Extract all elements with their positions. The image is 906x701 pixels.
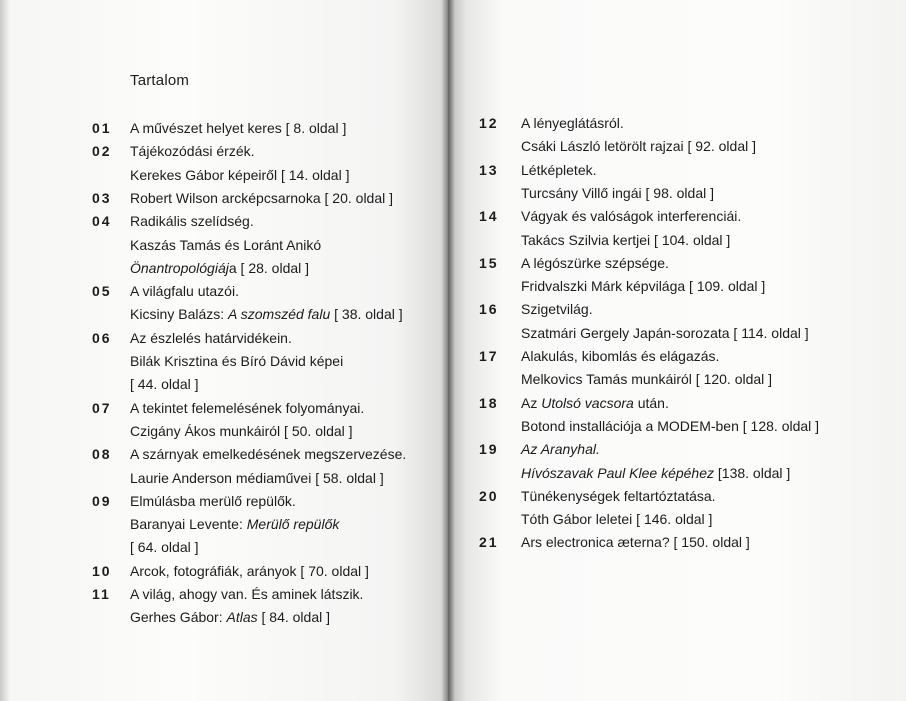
entry-number: 14 [479, 208, 499, 225]
entry-line [521, 298, 593, 320]
entry-text: A légószürke szépsége. [521, 254, 669, 271]
entry-line [130, 210, 254, 232]
entry-text: Robert Wilson arcképcsarnoka [ 20. oldal ] [130, 189, 394, 206]
entry-line [130, 234, 321, 256]
entry-number: 20 [479, 487, 499, 504]
entry-text: [ 44. oldal ] [130, 376, 199, 393]
entry-text: Kaszás Tamás és Loránt Anikó [130, 236, 322, 253]
entry-line [130, 606, 330, 628]
entry-line [521, 229, 730, 251]
entry-text: A szárnyak emelkedésének megszervezése. [130, 446, 407, 463]
entry-text: [ 38. oldal ] [330, 306, 403, 323]
entry-line [130, 373, 199, 395]
page-title: Tartalom [130, 72, 190, 89]
entry-line [130, 443, 406, 465]
entry-line [521, 392, 669, 414]
entry-line [130, 164, 349, 186]
entry-title-italic: Merülő repülők [246, 516, 340, 533]
entry-number: 03 [92, 189, 112, 206]
entry-line [521, 182, 714, 204]
entry-number: 21 [479, 534, 499, 551]
entry-text: [138. oldal ] [714, 464, 791, 481]
entry-line [130, 513, 339, 535]
entry-text: A világ, ahogy van. És aminek látszik. [130, 586, 364, 602]
entry-number: 17 [479, 348, 499, 364]
entry-text: Botond installációja a MODEM-ben [ 128. oldal ] [521, 417, 820, 434]
entry-number: 06 [92, 329, 112, 346]
entry-text: Kerekes Gábor képeiről [ 14. oldal ] [130, 166, 350, 183]
entry-title-italic: Az Aranyhal. [521, 441, 600, 458]
entry-title-italic: A szomszéd falu [228, 306, 331, 323]
entry-text: Arcok, fotográfiák, arányok [ 70. oldal ] [130, 562, 369, 579]
entry-line [130, 140, 255, 162]
entry-text: Bilák Krisztina és Bíró Dávid képei [130, 353, 344, 369]
entry-line [130, 303, 403, 325]
entry-number: 13 [479, 161, 499, 178]
entry-line [130, 350, 343, 372]
entry-line [130, 117, 346, 139]
entry-line [521, 508, 712, 530]
entry-number: 12 [479, 115, 499, 131]
entry-text: Tünékenységek feltartóztatása. [521, 487, 716, 504]
entry-text: Szatmári Gergely Japán-sorozata [ 114. oldal ] [521, 324, 809, 341]
entry-title-italic: Utolsó vacsora [541, 394, 634, 411]
entry-text: [ 84. oldal ] [257, 609, 331, 626]
entry-text: A tekintet felemelésének folyományai. [130, 399, 365, 416]
page-edge-shadow [0, 0, 10, 701]
entry-text: Takács Szilvia kertjei [ 104. oldal ] [521, 231, 731, 248]
entry-text: Az észlelés határvidékein. [130, 329, 292, 346]
entry-text: Fridvalszki Márk képvilága [ 109. oldal ] [521, 278, 766, 295]
book-gutter [441, 0, 455, 701]
entry-number: 15 [479, 254, 499, 271]
entry-number: 07 [92, 399, 112, 416]
entry-line [521, 438, 600, 460]
entry-line [521, 275, 765, 297]
entry-number: 09 [92, 492, 112, 509]
entry-line [130, 490, 296, 512]
entry-number: 04 [92, 213, 112, 230]
entry-line [521, 531, 750, 553]
entry-text: Elmúlásba merülő repülők. [130, 492, 296, 509]
entry-line [130, 187, 393, 209]
entry-text: Csáki László letörölt rajzai [ 92. oldal ] [521, 138, 756, 155]
entry-text: A világfalu utazói. [130, 283, 239, 300]
entry-number: 16 [479, 301, 499, 318]
entry-number: 02 [92, 143, 112, 160]
entry-text: [ 64. oldal ] [130, 539, 199, 556]
entry-line [521, 485, 716, 507]
entry-text: Az [521, 394, 542, 411]
entry-text: Turcsány Villő ingái [ 98. oldal ] [521, 184, 714, 201]
entry-line [521, 135, 756, 157]
entry-line [521, 112, 624, 134]
entry-text: Alakulás, kibomlás és elágazás. [521, 348, 720, 364]
entry-line [521, 322, 809, 344]
entry-number: 19 [479, 441, 499, 458]
entry-line [521, 159, 597, 181]
entry-text: A lényeglátásról. [521, 115, 624, 131]
entry-title-italic: Önantropológiáj [130, 259, 229, 276]
entry-line [130, 397, 364, 419]
entry-line [521, 368, 772, 390]
entry-text: Tájékozódási érzék. [130, 143, 255, 160]
entry-text: Melkovics Tamás munkáiról [ 120. oldal ] [521, 371, 773, 388]
entry-line [130, 280, 239, 302]
entry-text: Laurie Anderson médiaművei [ 58. oldal ] [130, 469, 384, 486]
entry-number: 10 [92, 562, 112, 579]
entry-line [130, 327, 292, 349]
entry-number: 05 [92, 283, 112, 300]
entry-line [521, 462, 790, 484]
entry-text: Czigány Ákos munkáiról [ 50. oldal ] [130, 422, 353, 439]
entry-line [130, 583, 363, 605]
entry-line [130, 467, 384, 489]
entry-text: Létképletek. [521, 161, 597, 178]
entry-number: 01 [92, 120, 112, 136]
entry-line [130, 257, 309, 279]
entry-text: Vágyak és valóságok interferenciái. [521, 208, 742, 225]
entry-title-italic: Hívószavak Paul Klee képéhez [521, 464, 714, 481]
entry-text: Szigetvilág. [521, 301, 593, 318]
entry-line [130, 536, 199, 558]
entry-text: Ars electronica æterna? [ 150. oldal ] [521, 534, 750, 551]
entry-number: 08 [92, 446, 112, 463]
entry-line [521, 345, 719, 367]
entry-text: Kicsiny Balázs: [130, 306, 229, 323]
entry-line [521, 205, 741, 227]
entry-text: a [ 28. oldal ] [228, 259, 310, 276]
entry-text: Gerhes Gábor: [130, 609, 227, 626]
entry-line [521, 252, 669, 274]
entry-text: után. [633, 394, 669, 411]
entry-line [130, 420, 353, 442]
entry-text: Tóth Gábor leletei [ 146. oldal ] [521, 511, 713, 528]
entry-line [521, 415, 819, 437]
entry-text: Radikális szelídség. [130, 213, 254, 230]
entry-number: 18 [479, 394, 499, 411]
entry-line [130, 560, 369, 582]
entry-text: Baranyai Levente: [130, 516, 247, 533]
entry-text: A művészet helyet keres [ 8. oldal ] [130, 120, 347, 136]
entry-number: 11 [92, 586, 111, 602]
entry-title-italic: Atlas [226, 609, 258, 626]
